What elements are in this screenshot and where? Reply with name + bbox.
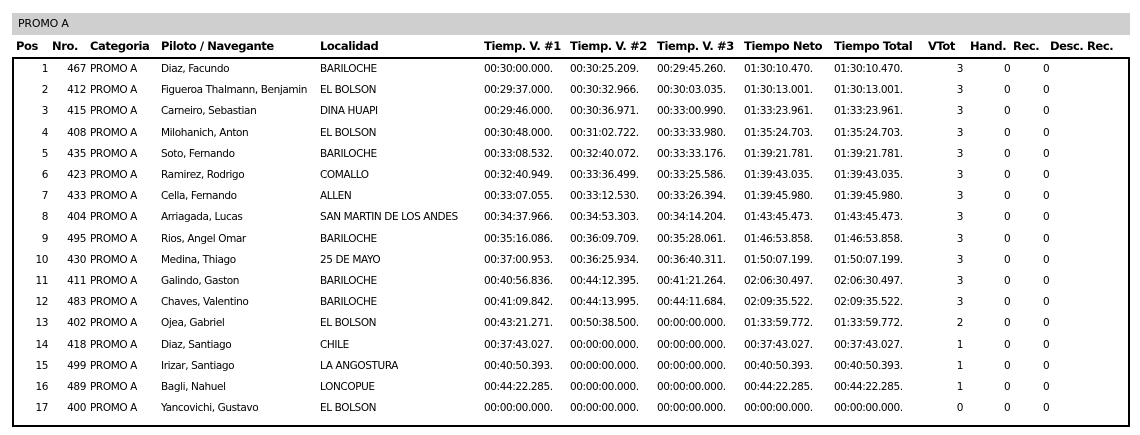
cell-rec: 0 [1043,63,1050,75]
cell-piloto: Cella, Fernando [161,190,237,203]
cell-piloto: Yancovichi, Gustavo [161,402,259,415]
cell-rec: 0 [1043,211,1050,224]
cell-hand: 0 [1004,63,1011,75]
cell-neto: 02:09:35.522. [744,296,813,309]
cell-pos: 5 [41,147,48,160]
cell-hand: 0 [1004,253,1011,266]
cell-categoria: PROMO A [90,381,137,393]
cell-v1: 00:33:07.055. [484,190,553,203]
cell-hand: 0 [1004,169,1011,181]
table-row [0,250,1140,271]
cell-pos: 9 [41,232,48,245]
cell-v1: 00:30:00.000. [484,63,553,75]
col-header-hand: Hand. [970,39,1007,53]
cell-total: 01:30:10.470. [834,63,903,75]
cell-v3: 00:33:26.394. [657,190,726,203]
cell-v3: 00:00:00.000. [657,381,726,393]
cell-v3: 00:33:33.176. [657,147,726,160]
col-header-neto: Tiempo Neto [744,39,823,53]
cell-v1: 00:43:21.271. [484,317,553,330]
cell-total: 01:39:45.980. [834,190,903,203]
cell-total: 01:35:24.703. [834,126,903,139]
cell-vtot: 1 [956,359,963,372]
table-row [0,356,1140,377]
cell-pos: 15 [35,359,48,372]
cell-v3: 00:33:33.980. [657,126,726,139]
col-header-pos: Pos [16,39,38,53]
cell-categoria: PROMO A [90,275,137,287]
cell-neto: 00:37:43.027. [744,338,813,351]
cell-v1: 00:34:37.966. [484,211,553,224]
col-header-piloto: Piloto / Navegante [161,39,274,53]
col-header-localidad: Localidad [320,39,379,53]
table-row [0,377,1140,398]
cell-vtot: 2 [956,317,963,330]
cell-nro: 433 [67,190,86,203]
cell-v2: 00:36:25.934. [570,253,639,266]
cell-localidad: EL BOLSON [320,402,377,415]
cell-rec: 0 [1043,338,1050,351]
cell-piloto: Bagli, Nahuel [161,381,226,393]
cell-nro: 400 [67,402,86,415]
cell-v2: 00:00:00.000. [570,402,639,415]
table-row [0,207,1140,228]
cell-vtot: 3 [956,105,963,118]
cell-hand: 0 [1004,317,1011,330]
cell-v3: 00:34:14.204. [657,211,726,224]
cell-nro: 423 [67,169,86,181]
cell-categoria: PROMO A [90,190,137,203]
cell-neto: 01:39:43.035. [744,169,813,181]
cell-pos: 16 [35,381,48,393]
cell-v3: 00:29:45.260. [657,63,726,75]
cell-nro: 412 [67,84,86,97]
cell-v3: 00:00:00.000. [657,317,726,330]
cell-rec: 0 [1043,381,1050,393]
cell-categoria: PROMO A [90,63,137,75]
cell-pos: 8 [41,211,48,224]
cell-rec: 0 [1043,147,1050,160]
cell-v2: 00:50:38.500. [570,317,639,330]
table-row [0,101,1140,122]
table-row [0,144,1140,165]
cell-rec: 0 [1043,253,1050,266]
cell-neto: 01:33:59.772. [744,317,813,330]
cell-neto: 01:50:07.199. [744,253,813,266]
cell-v3: 00:33:00.990. [657,105,726,118]
cell-rec: 0 [1043,84,1050,97]
cell-v1: 00:40:56.836. [484,275,553,287]
cell-hand: 0 [1004,338,1011,351]
table-row [0,59,1140,80]
cell-hand: 0 [1004,190,1011,203]
cell-rec: 0 [1043,402,1050,415]
cell-piloto: Carneiro, Sebastian [161,105,257,118]
table-row [0,186,1140,207]
cell-localidad: ALLEN [320,190,352,203]
cell-pos: 17 [35,402,48,415]
cell-nro: 402 [67,317,86,330]
cell-nro: 499 [67,359,86,372]
cell-localidad: BARILOCHE [320,147,377,160]
cell-localidad: BARILOCHE [320,296,377,309]
table-row [0,165,1140,186]
cell-v2: 00:00:00.000. [570,381,639,393]
cell-categoria: PROMO A [90,211,137,224]
cell-v3: 00:44:11.684. [657,296,726,309]
cell-neto: 01:39:21.781. [744,147,813,160]
cell-total: 00:00:00.000. [834,402,903,415]
cell-v2: 00:30:36.971. [570,105,639,118]
cell-v1: 00:29:46.000. [484,105,553,118]
cell-hand: 0 [1004,105,1011,118]
table-row [0,271,1140,292]
table-row [0,398,1140,419]
cell-rec: 0 [1043,126,1050,139]
cell-categoria: PROMO A [90,338,137,351]
cell-pos: 12 [35,296,48,309]
cell-categoria: PROMO A [90,126,137,139]
cell-nro: 415 [67,105,86,118]
col-header-desc-rec: Desc. Rec. [1050,39,1114,53]
cell-v2: 00:00:00.000. [570,338,639,351]
cell-localidad: LONCOPUE [320,381,375,393]
cell-piloto: Ojea, Gabriel [161,317,225,330]
cell-nro: 483 [67,296,86,309]
cell-total: 01:50:07.199. [834,253,903,266]
table-header [0,36,1140,56]
cell-neto: 01:33:23.961. [744,105,813,118]
cell-nro: 495 [67,232,86,245]
table-row [0,313,1140,334]
cell-pos: 1 [41,63,48,75]
cell-pos: 10 [35,253,48,266]
col-header-rec: Rec. [1013,39,1040,53]
cell-hand: 0 [1004,84,1011,97]
cell-v2: 00:33:12.530. [570,190,639,203]
cell-categoria: PROMO A [90,169,137,181]
cell-localidad: EL BOLSON [320,84,377,97]
table-row [0,80,1140,101]
cell-vtot: 3 [956,169,963,181]
cell-pos: 14 [35,338,48,351]
cell-rec: 0 [1043,169,1050,181]
cell-rec: 0 [1043,359,1050,372]
cell-v1: 00:37:43.027. [484,338,553,351]
cell-vtot: 3 [956,147,963,160]
cell-pos: 13 [35,317,48,330]
cell-localidad: COMALLO [320,169,369,181]
table-row [0,123,1140,144]
cell-localidad: DINA HUAPI [320,105,378,118]
cell-vtot: 3 [956,126,963,139]
cell-pos: 4 [41,126,48,139]
cell-categoria: PROMO A [90,147,137,160]
cell-piloto: Arriagada, Lucas [161,211,243,224]
cell-piloto: Diaz, Santiago [161,338,232,351]
cell-neto: 02:06:30.497. [744,275,813,287]
cell-v1: 00:35:16.086. [484,232,553,245]
cell-total: 01:46:53.858. [834,232,903,245]
cell-rec: 0 [1043,105,1050,118]
cell-localidad: BARILOCHE [320,232,377,245]
cell-v3: 00:30:03.035. [657,84,726,97]
cell-v2: 00:33:36.499. [570,169,639,181]
cell-piloto: Galindo, Gaston [161,275,240,287]
cell-vtot: 1 [956,381,963,393]
cell-vtot: 3 [956,63,963,75]
cell-v3: 00:00:00.000. [657,359,726,372]
cell-v2: 00:44:12.395. [570,275,639,287]
cell-localidad: BARILOCHE [320,63,377,75]
col-header-v1: Tiemp. V. #1 [484,39,561,53]
cell-hand: 0 [1004,275,1011,287]
cell-vtot: 3 [956,84,963,97]
cell-vtot: 3 [956,253,963,266]
cell-piloto: Diaz, Facundo [161,63,230,75]
col-header-nro: Nro. [52,39,78,53]
cell-v1: 00:29:37.000. [484,84,553,97]
cell-neto: 01:35:24.703. [744,126,813,139]
cell-hand: 0 [1004,359,1011,372]
cell-localidad: EL BOLSON [320,317,377,330]
cell-categoria: PROMO A [90,253,137,266]
cell-total: 01:33:23.961. [834,105,903,118]
cell-localidad: 25 DE MAYO [320,253,381,266]
cell-v2: 00:30:32.966. [570,84,639,97]
cell-categoria: PROMO A [90,296,137,309]
cell-v1: 00:00:00.000. [484,402,553,415]
cell-v2: 00:36:09.709. [570,232,639,245]
cell-piloto: Soto, Fernando [161,147,235,160]
cell-v2: 00:32:40.072. [570,147,639,160]
cell-v2: 00:00:00.000. [570,359,639,372]
cell-hand: 0 [1004,232,1011,245]
cell-piloto: Medina, Thiago [161,253,236,266]
cell-hand: 0 [1004,381,1011,393]
cell-categoria: PROMO A [90,402,137,415]
cell-v1: 00:33:08.532. [484,147,553,160]
cell-total: 00:37:43.027. [834,338,903,351]
col-header-v2: Tiemp. V. #2 [570,39,647,53]
cell-total: 02:09:35.522. [834,296,903,309]
cell-localidad: LA ANGOSTURA [320,359,399,372]
table-row [0,229,1140,250]
table-row [0,292,1140,313]
cell-v1: 00:40:50.393. [484,359,553,372]
cell-categoria: PROMO A [90,105,137,118]
cell-rec: 0 [1043,275,1050,287]
cell-piloto: Milohanich, Anton [161,126,249,139]
cell-pos: 7 [41,190,48,203]
cell-nro: 408 [67,126,86,139]
cell-neto: 01:43:45.473. [744,211,813,224]
cell-rec: 0 [1043,190,1050,203]
cell-neto: 01:30:13.001. [744,84,813,97]
col-header-v3: Tiemp. V. #3 [657,39,734,53]
group-header: PROMO A [12,13,1130,35]
cell-neto: 01:46:53.858. [744,232,813,245]
cell-v3: 00:00:00.000. [657,402,726,415]
cell-rec: 0 [1043,232,1050,245]
cell-nro: 489 [67,381,86,393]
cell-hand: 0 [1004,147,1011,160]
cell-categoria: PROMO A [90,317,137,330]
cell-v3: 00:00:00.000. [657,338,726,351]
cell-total: 01:39:43.035. [834,169,903,181]
cell-nro: 430 [67,253,86,266]
cell-hand: 0 [1004,402,1011,415]
cell-v3: 00:33:25.586. [657,169,726,181]
cell-nro: 418 [67,338,86,351]
cell-vtot: 3 [956,190,963,203]
cell-vtot: 0 [956,402,963,415]
cell-total: 01:39:21.781. [834,147,903,160]
cell-localidad: CHILE [320,338,349,351]
cell-hand: 0 [1004,126,1011,139]
cell-total: 01:33:59.772. [834,317,903,330]
cell-total: 00:40:50.393. [834,359,903,372]
cell-piloto: Rios, Angel Omar [161,232,246,245]
cell-rec: 0 [1043,296,1050,309]
table-row [0,335,1140,356]
cell-localidad: EL BOLSON [320,126,377,139]
cell-rec: 0 [1043,317,1050,330]
cell-piloto: Figueroa Thalmann, Benjamin [161,84,307,97]
cell-pos: 3 [41,105,48,118]
cell-v2: 00:34:53.303. [570,211,639,224]
cell-neto: 01:39:45.980. [744,190,813,203]
cell-categoria: PROMO A [90,84,137,97]
col-header-total: Tiempo Total [834,39,913,53]
cell-localidad: SAN MARTIN DE LOS ANDES [320,211,458,224]
cell-vtot: 3 [956,232,963,245]
cell-vtot: 3 [956,211,963,224]
cell-hand: 0 [1004,296,1011,309]
col-header-categoria: Categoria [90,39,150,53]
cell-nro: 467 [67,63,86,75]
cell-v3: 00:41:21.264. [657,275,726,287]
cell-categoria: PROMO A [90,359,137,372]
cell-pos: 6 [41,169,48,181]
cell-v3: 00:36:40.311. [657,253,726,266]
cell-piloto: Chaves, Valentino [161,296,249,309]
cell-v1: 00:30:48.000. [484,126,553,139]
cell-v3: 00:35:28.061. [657,232,726,245]
cell-piloto: Ramirez, Rodrigo [161,169,245,181]
cell-total: 01:30:13.001. [834,84,903,97]
cell-pos: 11 [35,275,48,287]
cell-v1: 00:32:40.949. [484,169,553,181]
cell-neto: 00:00:00.000. [744,402,813,415]
cell-neto: 00:40:50.393. [744,359,813,372]
cell-pos: 2 [41,84,48,97]
cell-vtot: 3 [956,275,963,287]
cell-total: 01:43:45.473. [834,211,903,224]
cell-neto: 00:44:22.285. [744,381,813,393]
cell-v2: 00:44:13.995. [570,296,639,309]
cell-v2: 00:30:25.209. [570,63,639,75]
cell-nro: 435 [67,147,86,160]
cell-v1: 00:37:00.953. [484,253,553,266]
cell-piloto: Irizar, Santiago [161,359,235,372]
cell-localidad: BARILOCHE [320,275,377,287]
cell-total: 00:44:22.285. [834,381,903,393]
cell-v1: 00:44:22.285. [484,381,553,393]
col-header-vtot: VTot [928,39,956,53]
cell-categoria: PROMO A [90,232,137,245]
cell-v2: 00:31:02.722. [570,126,639,139]
cell-nro: 411 [67,275,86,287]
cell-vtot: 1 [956,338,963,351]
cell-total: 02:06:30.497. [834,275,903,287]
cell-hand: 0 [1004,211,1011,224]
cell-vtot: 3 [956,296,963,309]
cell-nro: 404 [67,211,86,224]
cell-neto: 01:30:10.470. [744,63,813,75]
cell-v1: 00:41:09.842. [484,296,553,309]
